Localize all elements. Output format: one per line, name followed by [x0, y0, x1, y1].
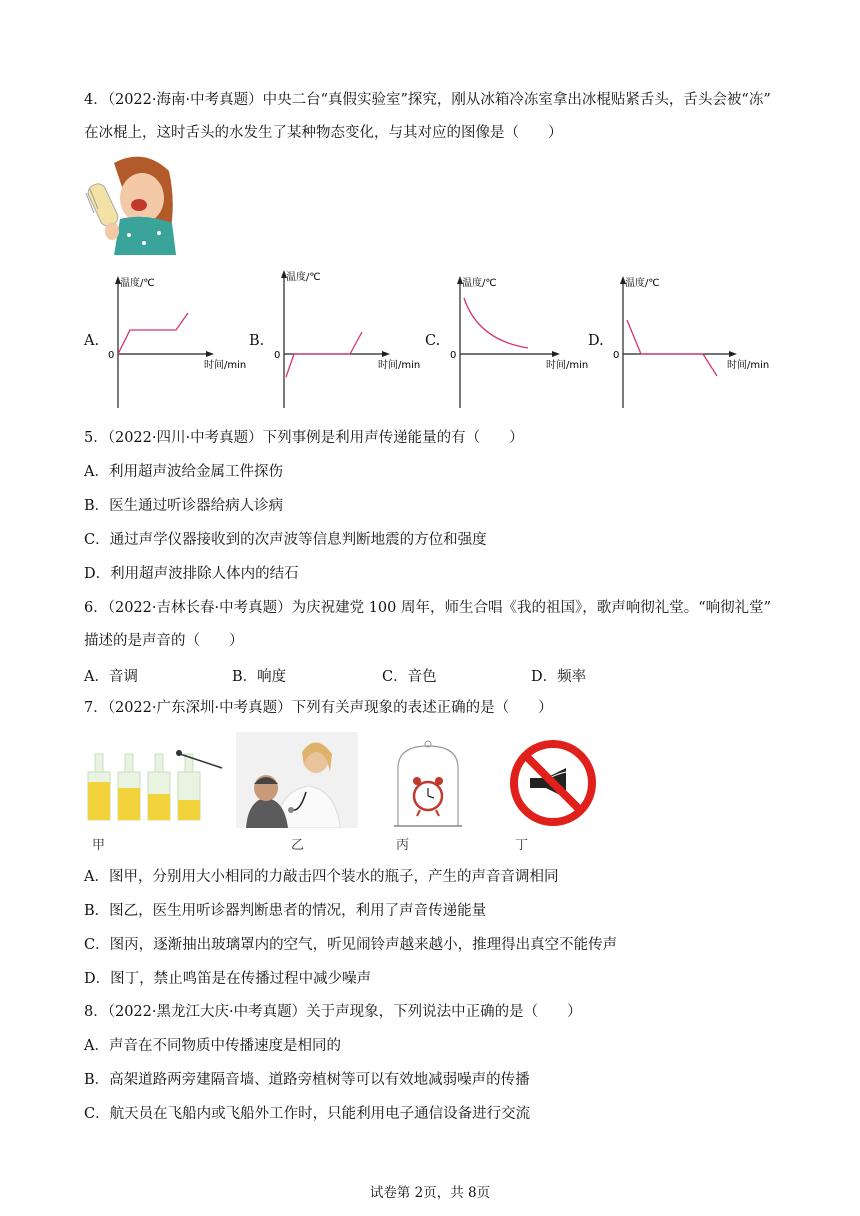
q7-caption-ding: 丁	[515, 838, 529, 853]
q7-caption-bing: 丙	[396, 838, 410, 853]
q6-option-d: D．频率	[531, 669, 587, 685]
doctor-stethoscope-photo	[236, 732, 358, 828]
q6-option-c: C．音色	[382, 669, 437, 685]
q7-caption-jia: 甲	[92, 838, 106, 853]
q5-option-a: A．利用超声波给金属工件探伤	[84, 464, 283, 480]
q4-graph-a	[100, 270, 250, 410]
q4-graph-d	[605, 270, 780, 410]
q7-option-c: C．图丙，逐渐抽出玻璃罩内的空气，听见闹铃声越来越小，推理得出真空不能传声	[84, 937, 618, 953]
q5-option-c: C．通过声学仪器接收到的次声波等信息判断地震的方位和强度	[84, 532, 487, 548]
q4-graph-a-origin: 0	[108, 350, 115, 361]
q6-option-a: A．音调	[84, 669, 138, 685]
q8-option-b: B．高架道路两旁建隔音墙、道路旁植树等可以有效地减弱噪声的传播	[84, 1072, 530, 1088]
q4-graph-b-origin: 0	[274, 350, 281, 361]
q6-option-b: B．响度	[232, 669, 287, 685]
q4-option-a-label: A.	[84, 333, 100, 349]
bell-jar-alarm-clock	[392, 738, 464, 830]
q4-graph-c	[442, 270, 592, 410]
q4-graph-c-ylabel: 温度/℃	[462, 278, 497, 289]
q4-option-b-label: B.	[249, 333, 265, 349]
q5-option-b: B．医生通过听诊器给病人诊病	[84, 498, 284, 514]
no-horn-sign	[508, 738, 598, 828]
q4-option-c-label: C.	[425, 333, 441, 349]
bottles-illustration	[84, 742, 226, 822]
q4-graph-d-xlabel: 时间/min	[727, 360, 770, 371]
q4-graph-b-xlabel: 时间/min	[378, 360, 421, 371]
q4-stem-line1: 4．（2022·海南·中考真题）中央二台“真假实验室”探究，刚从冰箱冷冻室拿出冰棍贴紧舌头，舌头会被“冻”	[84, 92, 771, 108]
q5-stem: 5．（2022·四川·中考真题）下列事例是利用声传递能量的有（ ）	[84, 430, 524, 446]
q4-stem-line2: 在冰棍上，这时舌头的水发生了某种物态变化，与其对应的图像是（ ）	[84, 125, 563, 141]
q6-stem-line1: 6．（2022·吉林长春·中考真题）为庆祝建党 100 周年，师生合唱《我的祖国》，歌声响彻礼堂。“响彻礼堂”	[84, 600, 772, 616]
q4-graph-a-xlabel: 时间/min	[204, 360, 247, 371]
q7-option-d: D．图丁，禁止鸣笛是在传播过程中减少噪声	[84, 971, 372, 987]
q8-stem: 8．（2022·黑龙江大庆·中考真题）关于声现象，下列说法中正确的是（ ）	[84, 1004, 582, 1020]
q6-stem-line2: 描述的是声音的（ ）	[84, 633, 244, 649]
q5-option-d: D．利用超声波排除人体内的结石	[84, 566, 299, 582]
q8-option-a: A．声音在不同物质中传播速度是相同的	[84, 1038, 341, 1054]
q4-graph-b-ylabel: 温度/℃	[286, 272, 321, 283]
q4-graph-c-xlabel: 时间/min	[546, 360, 589, 371]
q7-option-b: B．图乙，医生用听诊器判断患者的情况，利用了声音传递能量	[84, 903, 487, 919]
q7-option-a: A．图甲，分别用大小相同的力敲击四个装水的瓶子，产生的声音音调相同	[84, 869, 559, 885]
q4-graph-a-ylabel: 温度/℃	[120, 278, 155, 289]
q4-graph-d-origin: 0	[613, 350, 620, 361]
q8-option-c: C．航天员在飞船内或飞船外工作时，只能利用电子通信设备进行交流	[84, 1106, 531, 1122]
q4-graph-b	[266, 264, 431, 410]
q7-caption-yi: 乙	[291, 838, 305, 853]
q7-stem: 7．（2022·广东深圳·中考真题）下列有关声现象的表述正确的是（ ）	[84, 700, 553, 716]
q4-graph-d-ylabel: 温度/℃	[625, 278, 660, 289]
q4-graph-c-origin: 0	[450, 350, 457, 361]
q4-option-d-label: D.	[588, 333, 604, 349]
page-footer: 试卷第 2页，共 8页	[369, 1185, 491, 1201]
girl-ice-pop-illustration	[84, 153, 176, 255]
